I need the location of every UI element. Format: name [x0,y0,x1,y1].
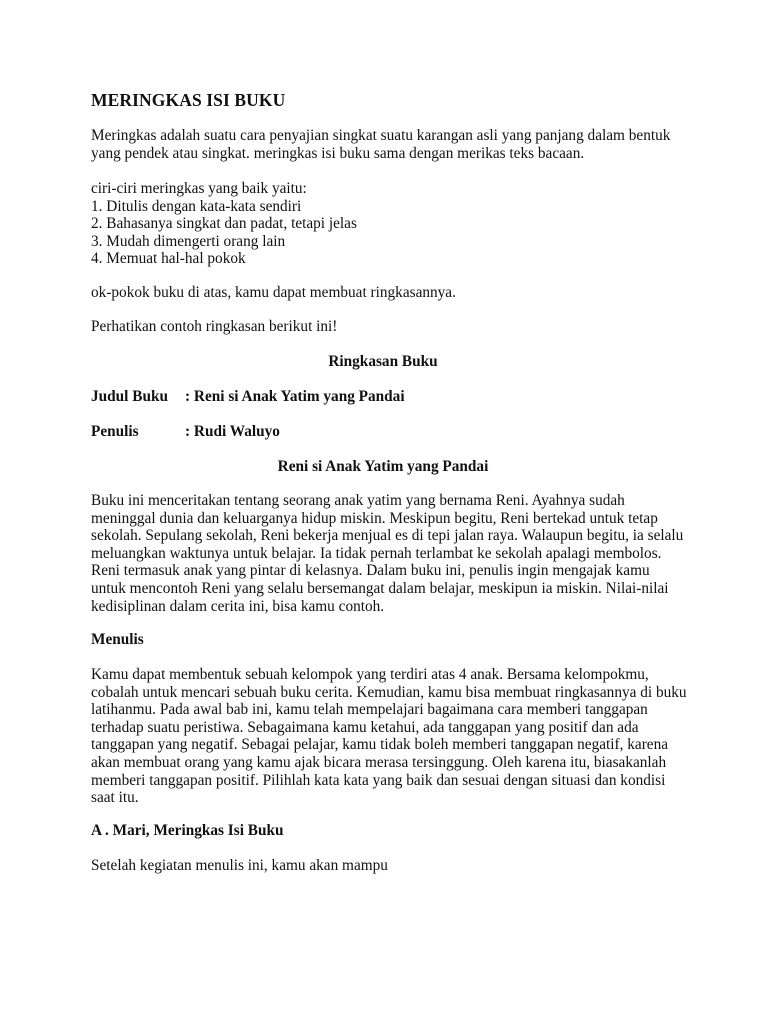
story-line: meninggal dunia dan keluarganya hidup miskin. Meskipun begitu, Reni bertekad untuk tetap [91,509,658,527]
story-line: Reni termasuk anak yang pintar di kelasnya. Dalam buku ini, penulis ingin mengajak kamu [91,562,650,580]
author-label: Penulis [91,423,139,440]
book-title-row [91,388,405,406]
book-title-value: : Reni si Anak Yatim yang Pandai [185,388,405,405]
story-paragraph [91,492,683,615]
writing-heading: Menulis [91,631,144,648]
author-row [91,423,280,441]
story-line: Buku ini menceritakan tentang seorang anak yatim yang bernama Reni. Ayahnya sudah [91,492,625,509]
intro-paragraph [91,127,670,162]
writing-line: saat itu. [91,789,139,807]
writing-line: memberi tanggapan positif. Pilihlah kata kata yang baik dan sesuai dengan situasi dan kondisi [91,771,666,789]
story-line: kedisiplinan dalam cerita ini, bisa kamu contoh. [91,597,385,615]
criteria-item: 2. Bahasanya singkat dan padat, tetapi jelas [91,215,357,233]
author-value: : Rudi Waluyo [185,423,280,440]
section-a-heading: A . Mari, Meringkas Isi Buku [91,822,284,839]
criteria-item: 4. Memuat hal-hal pokok [91,250,246,268]
story-title: Reni si Anak Yatim yang Pandai [277,458,489,475]
intro-line: yang pendek atau singkat. meringkas isi buku sama dengan merikas teks bacaan. [91,144,585,162]
document-title: MERINGKAS ISI BUKU [91,90,286,110]
writing-line: tanggapan yang negatif. Sebagai pelajar, kamu tidak boleh memberi tanggapan negatif, karena [91,736,669,754]
criteria-list [91,180,357,268]
writing-line: latihanmu. Pada awal bab ini, kamu telah mempelajari bagaimana cara memberi tanggapan [91,701,648,719]
writing-line: terhadap suatu peristiwa. Sebagaimana kamu ketahui, ada tanggapan yang positif dan ada [91,718,639,736]
book-title-label: Judul Buku [91,388,168,405]
section-a-line: Setelah kegiatan menulis ini, kamu akan mampu [91,857,388,874]
intro-line: Meringkas adalah suatu cara penyajian singkat suatu karangan asli yang panjang dalam bentuk [91,127,671,144]
writing-line: Kamu dapat membentuk sebuah kelompok yang terdiri atas 4 anak. Bersama kelompokmu, [91,666,649,683]
story-line: untuk mencontoh Reni yang selalu bersemangat dalam belajar, meskipun ia miskin. Nilai-nilai [91,579,669,597]
criteria-item: 1. Ditulis dengan kata-kata sendiri [91,197,302,215]
writing-line: cobalah untuk mencari sebuah buku cerita. Kemudian, kamu bisa membuat ringkasannya di buku [91,683,687,701]
summary-heading: Ringkasan Buku [328,353,438,370]
criteria-heading: ciri-ciri meringkas yang baik yaitu: [91,180,307,197]
story-line: sekolah. Sepulang sekolah, Reni bekerja menjual es di tepi jalan raya. Walaupun begitu, ia selalu [91,527,684,545]
prompt-line: Perhatikan contoh ringkasan berikut ini! [91,318,338,335]
writing-line: akan membuat orang yang kamu ajak bicara merasa tersinggung. Oleh karena itu, biasakanlah [91,753,667,771]
criteria-item: 3. Mudah dimengerti orang lain [91,232,286,250]
writing-paragraph [91,666,687,807]
story-line: meluangkan waktunya untuk belajar. Ia tidak pernah terlambat ke sekolah apalagi membolos. [91,544,662,562]
fragment-line: ok-pokok buku di atas, kamu dapat membuat ringkasannya. [91,284,456,301]
